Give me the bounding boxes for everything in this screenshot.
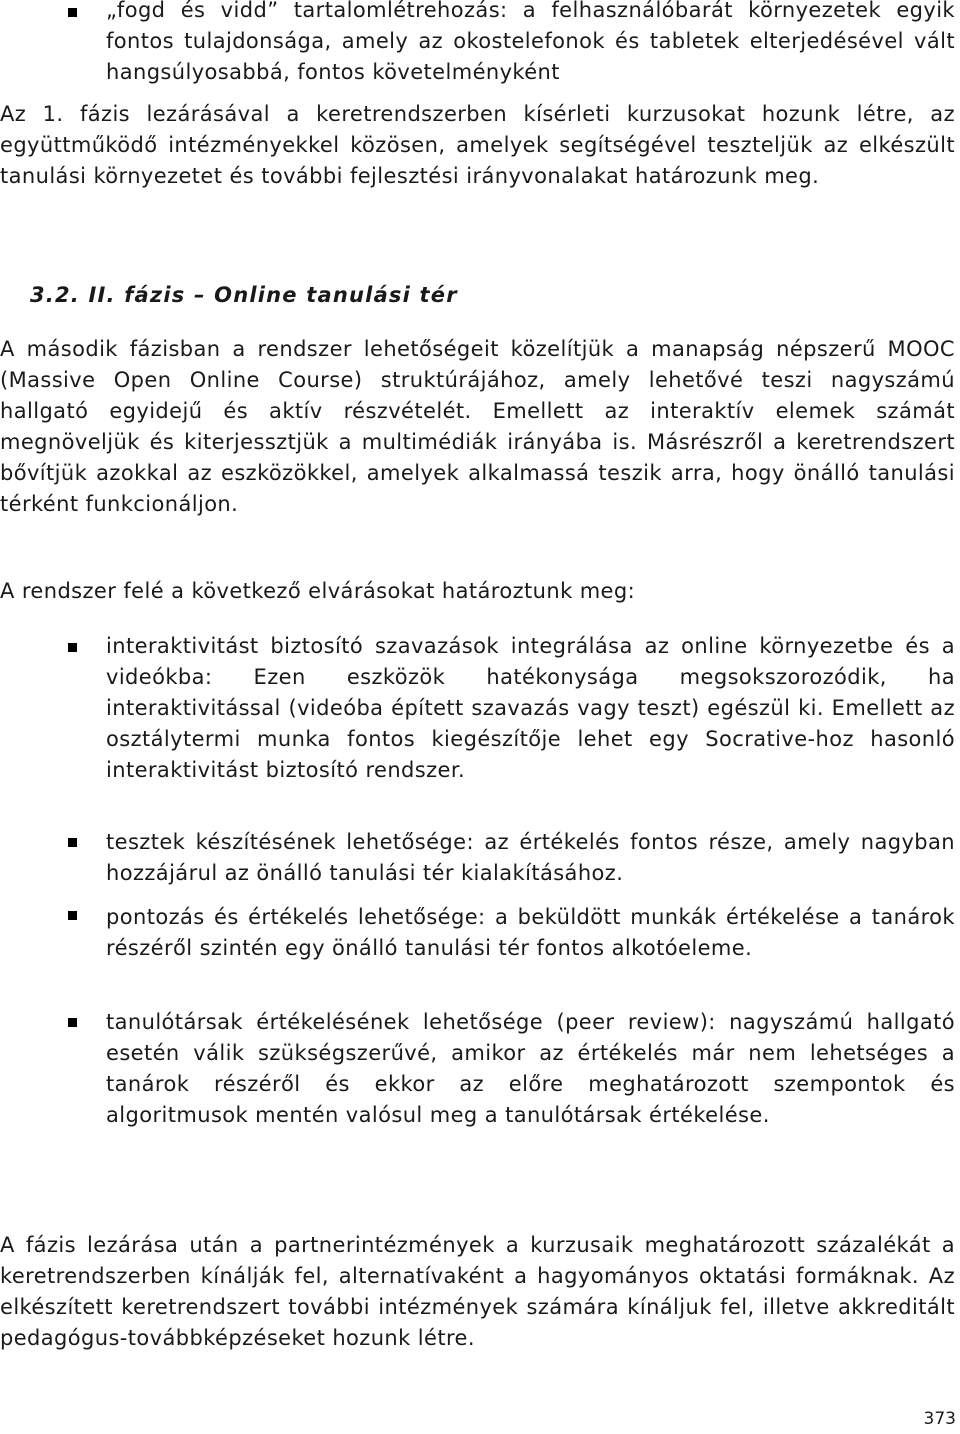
paragraph-closing: A fázis lezárása után a partnerintézmények a kurzusaik meghatározott százalékát a keretrendszerben kínálják fel, alternatívaként a hagyományos oktatási formáknak. Az elkészített keretrendszert további intézmények számára kínáljuk fel, illetve akkreditált pedagógus-továbbképzéseket hozunk létre. <box>0 1233 955 1350</box>
paragraph-phase1: Az 1. fázis lezárásával a keretrendszerben kísérleti kurzusokat hozunk létre, az együttműködő intézményekkel közösen, amelyek segítségével teszteljük az elkészült tanulási környezetet és további fejlesztési irányvonalakat határozunk meg. <box>0 102 955 188</box>
requirement-item: tesztek készítésének lehetősége: az értékelés fontos része, amely nagyban hozzájárul az önálló tanulási tér kialakításához. <box>106 830 955 885</box>
bullet-marker <box>68 643 77 652</box>
section-heading: 3.2. II. fázis – Online tanulási tér <box>30 283 458 307</box>
paragraph-phase2: A második fázisban a rendszer lehetőségeit közelítjük a manapság népszerű MOOC (Massive Open Online Course) struktúrájához, amely lehetővé teszi nagyszámú hallgató egyidejű és aktív részvételét. Emellett az interaktív elemek számát megnöveljük és kiterjessztjük a multimédiák irányába is. Másrészről a keretrendszert bővítjük azokkal az eszközökkel, amelyek alkalmassá teszik arra, hogy önálló tanulási térként funkcionáljon. <box>0 337 955 516</box>
requirements-intro: A rendszer felé a következő elvárásokat határoztunk meg: <box>0 579 636 603</box>
requirement-item: interaktivitást biztosító szavazások integrálása az online környezetbe és a videókba: Ezen eszközök hatékonysága megsokszorozódik, ha interaktivitással (videóba épített szavazás vagy teszt) egészül ki. Emellett az osztálytermi munka fontos kiegészítője lehet egy Socrative-hoz hasonló interaktivitást biztosító rendszer. <box>106 634 955 782</box>
bullet-marker <box>68 8 77 17</box>
requirement-item: pontozás és értékelés lehetősége: a beküldött munkák értékelése a tanárok részéről szintén egy önálló tanulási tér fontos alkotóeleme. <box>106 905 955 960</box>
intro-bullet-text: „fogd és vidd” tartalomlétrehozás: a felhasználóbarát környezetek egyik fontos tulajdonsága, amely az okostelefonok és tabletek elterjedésével vált hangsúlyosabbá, fontos követelményként <box>106 0 955 84</box>
page-number: 373 <box>923 1409 956 1429</box>
requirement-item: tanulótársak értékelésének lehetősége (peer review): nagyszámú hallgató esetén válik szükségszerűvé, amikor az értékelés már nem lehetséges a tanárok részéről és ekkor az előre meghatározott szempontok és algoritmusok mentén valósul meg a tanulótársak értékelése. <box>106 1010 955 1127</box>
bullet-marker <box>68 911 77 920</box>
bullet-marker <box>68 838 77 847</box>
bullet-marker <box>68 1018 77 1027</box>
